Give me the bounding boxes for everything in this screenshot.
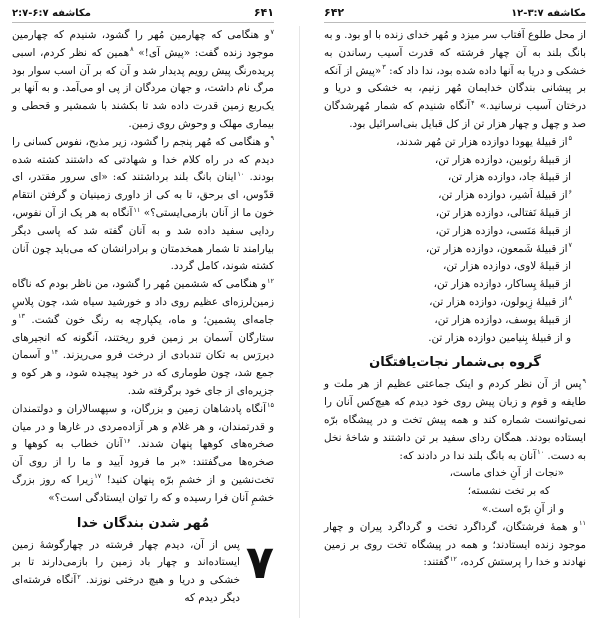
verse-number: ۷: [270, 27, 274, 36]
verse-number: ۴: [471, 98, 475, 107]
tribe-line: [324, 134, 572, 152]
poem-line: و از آنِ برّه است.»: [481, 502, 564, 515]
verse-number: ۱۵: [267, 401, 274, 410]
verse-10-text: آنان به بانگ بلند ندا در دادند که:: [399, 449, 537, 462]
verse-number: ۸: [568, 294, 572, 303]
chapter-7-paragraph: [12, 537, 240, 608]
verse-number: ۱۱: [133, 205, 141, 214]
verse-number: ۱۳: [18, 312, 26, 321]
section-heading-sealing: مُهر شدن بندگان خدا: [76, 515, 210, 531]
intro-text-3: آنگاه شنیدم که شمار مُهرشدگان صد و چهل و چهار هزار تن از کل قبایل بنی‌اسرائیل بود.: [324, 100, 586, 130]
verse-text: زیرا که روز بزرگ خشمِ آنان فرا رسیده و که را توان ایستادگی است؟»: [12, 473, 274, 504]
verse-text: آنگاه به هر یک از آن نفوس، ردایی سفید داده شد و به آنان گفته شد که پاسی دیگر بیارامند تا شمار همخدمتان و برادرانشان که می‌باید چون آنان کشته شوند، کامل گردد.: [12, 206, 274, 273]
verse-text: اینان بانگ بلند برداشتند که: «ای سرور مقتدر، ای قدّوس، ای برحق، تا به کی از داوری زمینیان و گرفتن انتقام خون ما از آنان بازمی‌ایستی؟»: [12, 171, 274, 219]
tribe-text: از قبیلهٔ یهودا دوازده هزار تن مُهر شدند،: [396, 135, 568, 148]
verse-text: آنگاه پادشاهان زمین و بزرگان، و سپهسالاران و دولتمندان و قدرتمندان، و هر غلام و هر آزاده‌مردی در غارها و در میان صخره‌های کوهها پنهان شدند.: [12, 402, 274, 451]
intro-text-2: «پیش از آنکه بر پیشانی بندگان خدایمان مُهر زنیم، به خشکی و دریا و درختان آسیب نرسانید.»: [324, 64, 586, 113]
verse-text: و هنگامی که مُهر پنجم را گشود، زیر مذبح، نفوس کسانی را دیدم که در راه کلام خدا و شهادتی که داشتند کشته شده بودند.: [12, 135, 274, 184]
tribe-line: [324, 169, 572, 187]
tribe-text: از قبیلهٔ جاد، دوازده هزار تن،: [447, 171, 571, 184]
verse-number: ۹: [582, 376, 586, 385]
tribe-text: از قبیلهٔ لاوی، دوازده هزار تن،: [443, 260, 571, 273]
tribe-text: از قبیلهٔ مَنَسی، دوازده هزار تن،: [435, 224, 571, 237]
section-heading-multitude: گروه بی‌شمار نجات‌یافتگان: [369, 355, 541, 371]
verse-text: و ستارگان آسمان بر زمین فرو ریختند، آنگونه که انجیرهای دیررَس به تکان تندبادی از درخت فرو می‌ریزند.: [12, 313, 274, 362]
verse-text: آنان خطاب به کوهها و صخره‌ها می‌گفتند: «بر ما فرود آیید و ما را از روی آن تخت‌نشین و از خشمِ برّه پنهان کنید!: [12, 438, 274, 486]
verse-9-text: پس از آن نظر کردم و اینک جماعتی عظیم از هر ملت و طایفه و قوم و زبان پیش روی خود دیدم که هیچ‌کس آنان را نمی‌توانست شماره کند و همه پیش تخت و در پیشگاه برّه ایستاده بودند. همگان ردای سفید بر تن داشتند و شاخهٔ نخل به دست.: [324, 378, 586, 462]
verse-number: ۱۷: [94, 472, 102, 481]
chapter-7-opening: [12, 534, 274, 608]
right-intro-paragraph: [324, 27, 586, 134]
tribe-line: [324, 223, 572, 241]
verse-number: ۵: [568, 134, 572, 143]
verse-11-text: و همهٔ فرشتگان، گرداگرد تخت و گرداگرد پیران و چهار موجود زنده ایستادند؛ و همه در پیشگاه تخت روی بر زمین نهادند و خدا را پرستش کرده،: [324, 520, 586, 569]
left-page-number: ۶۴۱: [253, 6, 274, 19]
tribe-text: از قبیلهٔ رئوبین، دوازده هزار تن،: [434, 153, 571, 166]
verse-text: پس از آن، دیدم چهار فرشته در چهارگوشهٔ زمین ایستاده‌اند و چهار باد زمین را بازمی‌دارند تا بر خشکی و دریا و هیچ درختی نوزند.: [12, 538, 240, 587]
kings-hiding-paragraph: [12, 401, 274, 508]
verse-number: ۹: [270, 134, 274, 143]
tribe-text: از قبیلهٔ زِبولون، دوازده هزار تن،: [429, 295, 568, 308]
verse-12-text: گفتند:: [423, 556, 449, 569]
verse-9-paragraph: [324, 376, 586, 465]
verse-text: و هنگامی که چهارمین مُهر را گشود، شنیدم که چهارمین موجود زنده گفت: «پیش آی!»: [12, 29, 274, 59]
verse-number: ۱۲: [449, 554, 457, 563]
tribe-line: [324, 294, 572, 312]
right-header-reference: مکاشفه ۳:۷-۱۲: [511, 8, 586, 19]
tribe-line: [324, 312, 572, 330]
tribe-line: [324, 258, 572, 276]
verse-number: ۳: [382, 63, 386, 72]
tribe-text: از قبیلهٔ یِساکار، دوازده هزار تن،: [433, 278, 571, 291]
verse-11-paragraph: [324, 519, 586, 572]
tribe-line: [324, 152, 572, 170]
verse-number: ۲: [77, 572, 81, 581]
verse-number: ۱۰: [237, 169, 245, 178]
tribe-text: از قبیلهٔ یوسف، دوازده هزار تن،: [434, 313, 571, 326]
chapter-number: ۷: [245, 534, 274, 589]
right-page: [300, 0, 600, 626]
verse-text: آنگاه فرشته‌ای دیگر دیدم که: [12, 574, 240, 604]
right-running-header: [324, 6, 586, 23]
tribe-list: [324, 134, 586, 348]
right-page-number: ۶۴۲: [324, 6, 345, 19]
verse-number: ۱۱: [579, 519, 586, 528]
sixth-seal-paragraph: [12, 276, 274, 401]
tribe-line: [324, 205, 572, 223]
verse-number: ۱۶: [123, 436, 131, 445]
verse-number: ۱۰: [537, 448, 545, 457]
intro-text-1: از محل طلوع آفتاب سر میزد و مُهر خدای زنده با او بود. و به بانگ بلند به آن چهار فرشته که قدرت آسیب رساندن به خشکی و دریا به آنها داده شده بود، ندا داد که:: [324, 29, 586, 77]
left-running-header: [12, 6, 274, 23]
verse-number: ۶: [568, 187, 572, 196]
poem-line: «نجات از آنِ خدای ماست،: [449, 467, 564, 480]
tribe-text: از قبیلهٔ شَمعون، دوازده هزار تن،: [425, 242, 568, 255]
fifth-seal-paragraph: [12, 134, 274, 276]
verse-text: و هنگامی که ششمین مُهر را گشود، من ناظر بودم که ناگاه زمین‌لرزه‌ای عظیم روی داد و خورشید سیاه شد، چون پلاسِ جامه‌ای پشمین؛ و ماه، یکپارچه به رنگ خون گشت.: [12, 278, 274, 326]
tribe-line: [324, 241, 572, 259]
left-header-reference: مکاشفه ۶:۷-۲:۷: [12, 8, 91, 19]
tribe-line: [324, 330, 572, 348]
tribe-text: از قبیلهٔ اَشیر، دوازده هزار تن،: [438, 189, 568, 202]
tribe-line: [324, 276, 572, 294]
tribe-line: [324, 187, 572, 205]
verse-number: ۱۲: [267, 276, 274, 285]
praise-poem: [324, 465, 586, 518]
tribe-text: از قبیلهٔ نَفتالی، دوازده هزار تن،: [435, 206, 571, 219]
verse-number: ۸: [130, 45, 134, 54]
fourth-seal-paragraph: [12, 27, 274, 134]
verse-number: ۷: [568, 241, 572, 250]
poem-line: که بر تخت نشسته؛: [467, 485, 550, 498]
tribe-text: و از قبیلهٔ بِنیامین دوازده هزار تن.: [428, 331, 571, 344]
verse-text: و آسمان جمع شد، چون طوماری که در خود پیچیده شود، و هر کوه و جزیره‌ای از جای خود برگرفته شد.: [12, 349, 274, 397]
verse-number: ۱۴: [51, 347, 59, 356]
verse-text: همین که نظر کردم، اسبی پریده‌رنگ پیش رویم پدیدار شد و آن که بر آن اسب سوار بود مرگ نام داشت، و جهان مردگان از پی او می‌آمد. و به آنها بر یک‌ربع زمین قدرت داده شد تا بکشند با شمشیر و قحطی و بیماری مهلک و وحوش روی زمین.: [12, 46, 274, 130]
